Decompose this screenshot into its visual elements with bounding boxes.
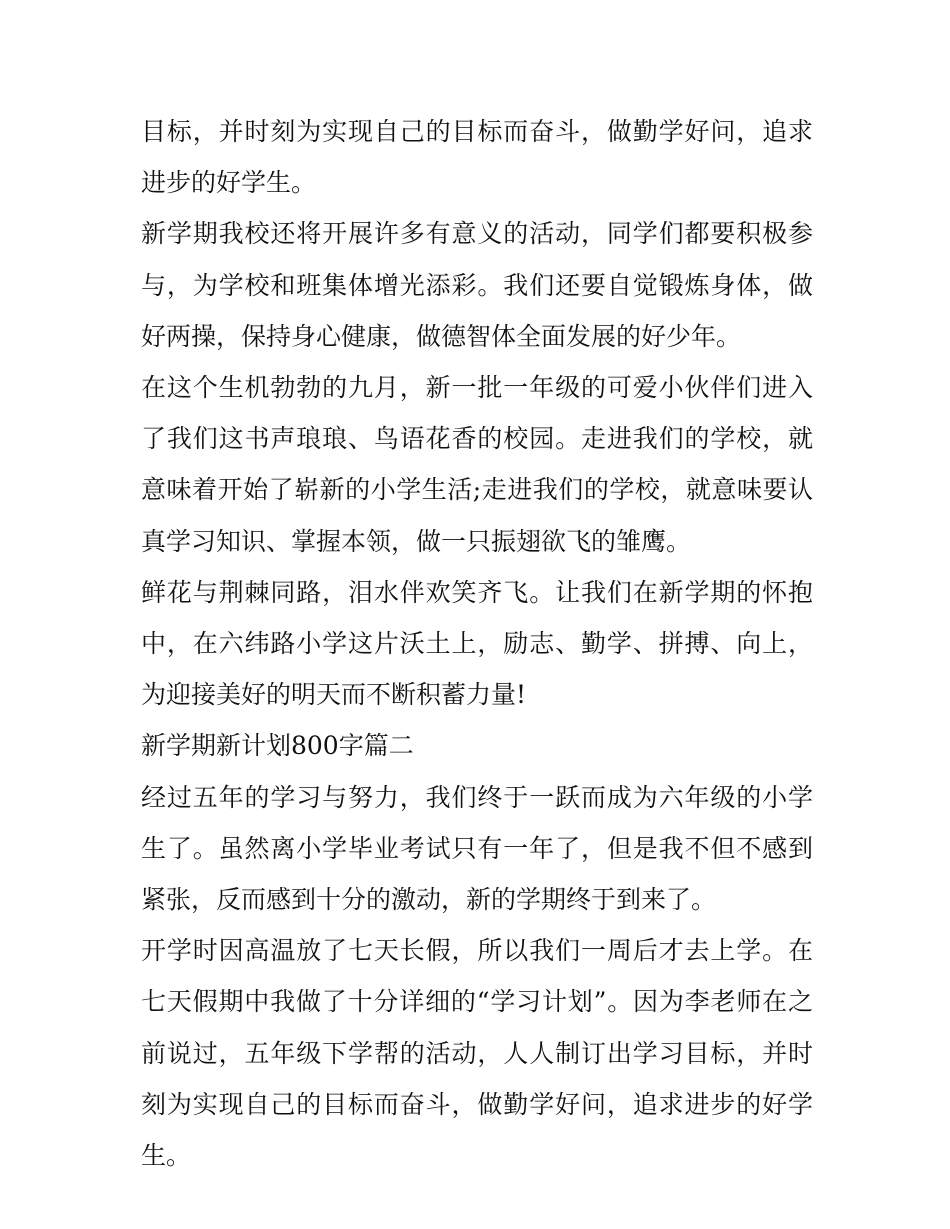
document-body bbox=[141, 106, 813, 1181]
paragraph-school-activities: 新学期我校还将开展许多有意义的活动，同学们都要积极参与，为学校和班集体增光添彩。我们还要自觉锻炼身体，做好两操，保持身心健康，做德智体全面发展的好少年。 bbox=[141, 219, 813, 351]
paragraph-flowers-and-thorns: 鲜花与荆棘同路，泪水伴欢笑齐飞。让我们在新学期的怀抱中，在六纬路小学这片沃土上，励志、勤学、拼搏、向上，为迎接美好的明天而不断积蓄力量! bbox=[141, 577, 813, 710]
paragraph-continued-goal: 目标，并时刻为实现自己的目标而奋斗，做勤学好问，追求进步的好学生。 bbox=[141, 117, 813, 198]
paragraph-study-plan: 开学时因高温放了七天长假，所以我们一周后才去上学。在七天假期中我做了十分详细的“学习计划”。因为李老师在之前说过，五年级下学帮的活动，人人制订出学习目标，并时刻为实现自己的目标而奋斗，做勤学好问，追求进步的好学生。 bbox=[141, 936, 813, 1171]
paragraph-september-first-grade: 在这个生机勃勃的九月，新一批一年级的可爱小伙伴们进入了我们这书声琅琅、鸟语花香的校园。走进我们的学校，就意味着开始了崭新的小学生活;走进我们的学校，就意味要认真学习知识、掌握本领，做一只振翅欲飞的雏鹰。 bbox=[141, 373, 813, 556]
section-heading: 新学期新计划800字篇二 bbox=[141, 731, 414, 761]
paragraph-sixth-grade: 经过五年的学习与努力，我们终于一跃而成为六年级的小学生了。虽然离小学毕业考试只有一年了，但是我不但不感到紧张，反而感到十分的激动，新的学期终于到来了。 bbox=[141, 782, 813, 915]
